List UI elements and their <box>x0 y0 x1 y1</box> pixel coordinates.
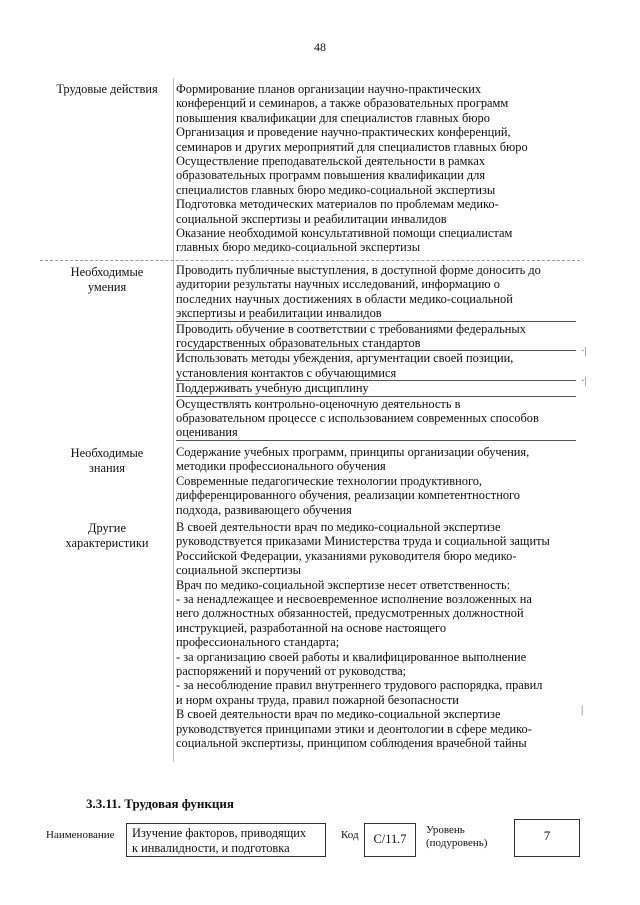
text-line: последних научных достижениях в области медико-социальной <box>176 291 513 306</box>
list-item <box>176 226 576 255</box>
list-item <box>176 707 576 750</box>
text-line: руководствуется приказами Министерства труда и социальной защиты <box>176 534 550 549</box>
list-item <box>176 445 576 474</box>
page-number: 48 <box>314 40 326 54</box>
other-characteristics-label <box>48 521 166 551</box>
text-line: Поддерживать учебную дисциплину <box>176 381 369 396</box>
text-line: В своей деятельности врач по медико-социальной экспертизе <box>176 707 501 722</box>
name-label: Наименование <box>46 829 115 841</box>
scan-mark: ·| <box>581 375 587 387</box>
required-skills-label <box>48 265 166 295</box>
text-line: Современные педагогические технологии продуктивного, <box>176 473 483 488</box>
subsection-title: 3.3.11. Трудовая функция <box>86 796 234 811</box>
text-line: Подготовка методических материалов по проблемам медико- <box>176 197 499 212</box>
scan-mark: ·| <box>581 345 587 357</box>
column-divider <box>173 78 174 762</box>
level-label-line: (подуровень) <box>426 837 488 849</box>
required-knowledge-list <box>176 445 576 517</box>
list-item <box>176 154 576 197</box>
list-item <box>176 351 576 381</box>
text-line: дифференцированного обучения, реализации компетентностного <box>176 488 520 503</box>
list-item <box>176 125 576 154</box>
label-line: Другие <box>88 521 126 535</box>
function-name-box <box>126 823 326 857</box>
text-line: подхода, развивающего обучения <box>176 502 352 517</box>
text-line: установления контактов с обучающимися <box>176 365 397 380</box>
text-line: Проводить обучение в соответствии с требованиями федеральных <box>176 321 526 336</box>
labor-actions-list <box>176 82 576 255</box>
list-item <box>176 397 576 441</box>
text-line: Использовать методы убеждения, аргументации своей позиции, <box>176 351 514 366</box>
text-line: Врач по медико-социальной экспертизе несет ответственность: <box>176 577 511 592</box>
text-line: - за организацию своей работы и квалифицированное выполнение <box>176 649 527 664</box>
text-line: социальной экспертизы <box>176 563 301 578</box>
text-line: Формирование планов организации научно-практических <box>176 82 482 96</box>
text-line: повышения квалификации для специалистов главных бюро <box>176 110 490 125</box>
text-line: Содержание учебных программ, принципы организации обучения, <box>176 445 530 459</box>
text-line: аудитории результаты научных исследований, информацию о <box>176 277 500 292</box>
scan-mark: | <box>581 704 584 716</box>
level-label <box>426 824 487 850</box>
list-item <box>176 197 576 226</box>
list-item <box>176 520 576 578</box>
level-value: 7 <box>543 828 551 843</box>
code-value: C/11.7 <box>373 832 407 846</box>
text-line: специалистов главных бюро медико-социальной экспертизы <box>176 182 496 197</box>
text-line: образовательных программ повышения квалификации для <box>176 168 486 183</box>
text-line: методики профессионального обучения <box>176 459 386 474</box>
text-line: инструкцией, разработанной на основе настоящего <box>176 620 447 635</box>
text-line: Проводить публичные выступления, в доступной форме доносить до <box>176 263 541 277</box>
text-line: и норм охраны труда, правил пожарной безопасности <box>176 692 459 707</box>
text-line: социальной экспертизы и реабилитации инвалидов <box>176 211 447 226</box>
text-line: образовательном процессе с использованием современных способов <box>176 411 539 426</box>
required-skills-list <box>176 263 576 441</box>
section-divider <box>40 260 580 261</box>
text-line: Организация и проведение научно-практических конференций, <box>176 125 511 140</box>
text-line: государственных образовательных стандартов <box>176 336 421 351</box>
function-name-line: к инвалидности, и подготовка <box>132 840 290 855</box>
text-line: семинаров и других мероприятий для специалистов главных бюро <box>176 139 528 154</box>
text-line: оценивания <box>176 425 238 440</box>
list-item <box>176 474 576 517</box>
label-line: знания <box>89 461 125 475</box>
text-line: В своей деятельности врач по медико-социальной экспертизе <box>176 520 501 534</box>
label-line: Необходимые <box>70 446 144 460</box>
text-line: Осуществлять контрольно-оценочную деятельность в <box>176 396 461 411</box>
list-item <box>176 82 576 125</box>
labor-actions-label <box>48 82 166 97</box>
text-line: профессионального стандарта; <box>176 635 340 650</box>
text-line: руководствуется принципами этики и деонтологии в сфере медико- <box>176 721 532 736</box>
label-line: Необходимые <box>70 265 144 279</box>
text-line: Оказание необходимой консультативной помощи специалистам <box>176 226 513 241</box>
level-label-line: Уровень <box>426 824 465 836</box>
list-item <box>176 322 576 352</box>
label-line: умения <box>87 280 127 294</box>
label-line: Трудовые действия <box>56 82 158 96</box>
level-box <box>514 819 580 857</box>
code-box <box>364 823 416 857</box>
list-item <box>176 263 576 322</box>
list-item <box>176 578 576 708</box>
text-line: - за ненадлежащее и несвоевременное исполнение возложенных на <box>176 592 532 607</box>
label-line: характеристики <box>65 536 149 550</box>
text-line: - за несоблюдение правил внутреннего трудового распорядка, правил <box>176 678 543 693</box>
text-line: него должностных обязанностей, предусмотренных должностной <box>176 606 524 621</box>
other-characteristics-list <box>176 520 576 751</box>
text-line: главных бюро медико-социальной экспертизы <box>176 240 421 255</box>
text-line: Российской Федерации, указаниями руководителя бюро медико- <box>176 548 517 563</box>
text-line: социальной экспертизы, принципом соблюдения врачебной тайны <box>176 736 527 751</box>
required-knowledge-label <box>48 446 166 476</box>
text-line: Осуществление преподавательской деятельности в рамках <box>176 154 486 169</box>
code-label: Код <box>341 829 359 841</box>
text-line: конференций и семинаров, а также образовательных программ <box>176 96 509 111</box>
text-line: распоряжений и поручений от руководства; <box>176 664 407 679</box>
text-line: экспертизы и реабилитации инвалидов <box>176 306 382 321</box>
function-name-line: Изучение факторов, приводящих <box>132 826 307 840</box>
list-item <box>176 381 576 396</box>
